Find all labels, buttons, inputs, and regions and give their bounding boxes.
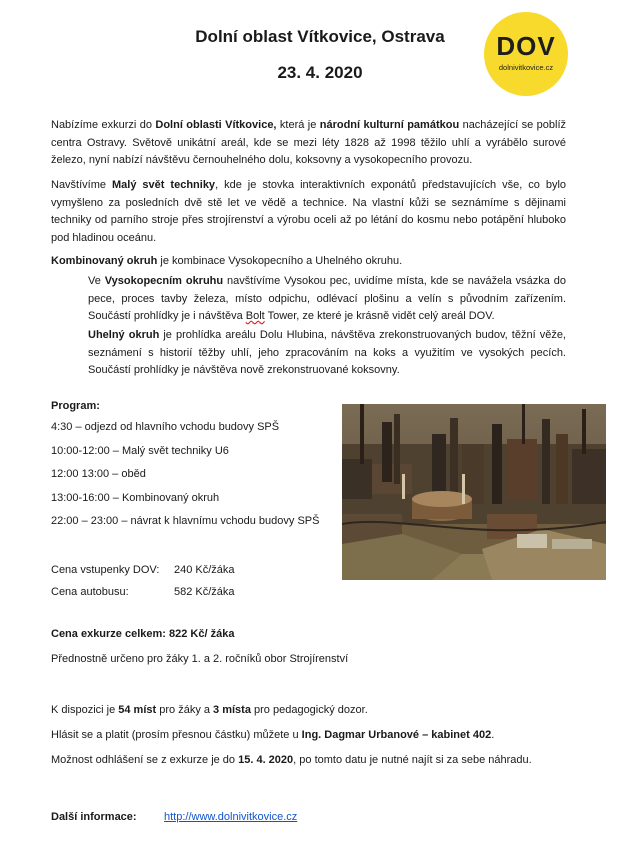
dov-logo: [484, 12, 568, 96]
total-price-row: Cena exkurze celkem: 822 Kč/ žáka: [51, 628, 235, 640]
event-date: 23. 4. 2020: [277, 63, 363, 82]
signup-info: Hlásit se a platit (prosím přesnou částku) můžete u Ing. Dagmar Urbanové – kabinet 402.: [51, 729, 495, 741]
logo-text: DOV: [496, 31, 556, 61]
target-audience: Přednostně určeno pro žáky 1. a 2. ročníků obor Strojírenství: [51, 653, 349, 665]
intro-paragraph-2: Navštívíme Malý svět techniky, kde je stovka interaktivních exponátů představujících vše, co bylo vymyšleno za posledních dvě stě let ve vědě a technice. Na vlastní kůži se seznámíme s dějinami techniky od parního stroje přes strojírenství a výrobu oceli až po létání do kosmu nebo potápění hluboko pod hladinou oceánu.: [51, 179, 567, 244]
website-link[interactable]: http://www.dolnivitkovice.cz: [164, 811, 298, 823]
program-item: 10:00-12:00 – Malý svět techniky U6: [51, 444, 229, 457]
blast-furnace-tour-paragraph: Ve Vysokopecním okruhu navštívíme Vysokou pec, uvidíme místa, kde se navážela vsázka do pece, proces tavby železa, místo odpichu, odlévací plošinu a velín s původním zařízením. Součástí prohlídky je i návštěva Bolt Tower, ze které je krásně vidět celý areál DOV.: [88, 275, 567, 322]
cancel-info: Možnost odhlášení se z exkurze je do 15. 4. 2020, po tomto datu je nutné najít si za sebe náhradu.: [51, 754, 532, 766]
program-item: 4:30 – odjezd od hlavního vchodu budovy SPŠ: [51, 421, 280, 433]
program-list: [51, 416, 319, 534]
dov-aerial-photo: [342, 404, 606, 580]
capacity-info: K dispozici je 54 míst pro žáky a 3 místa pro pedagogický dozor.: [51, 704, 368, 716]
program-item: 22:00 – 23:00 – návrat k hlavnímu vchodu budovy SPŠ: [51, 515, 320, 527]
combined-tour-paragraph: Kombinovaný okruh je kombinace Vysokopecního a Uhelného okruhu.: [51, 255, 403, 267]
more-info-label: Další informace:: [51, 811, 137, 823]
program-heading: Program:: [51, 400, 100, 412]
intro-paragraph-1: Nabízíme exkurzi do Dolní oblasti Vítkovice, která je národní kulturní památkou nacházející se poblíž centra Ostravy. Světově unikátní areál, kde se mezi léty 1828 až 1998 těžilo uhlí a vyrábělo surové železo, nyní nabízí návštěvu černouhelného dolu, koksovny a vysokopecního provozu.: [51, 119, 567, 166]
page-title: Dolní oblast Vítkovice, Ostrava: [195, 27, 445, 46]
coal-tour-paragraph: Uhelný okruh je prohlídka areálu Dolu Hlubina, návštěva zrekonstruovaných budov, těžní věže, seznámení s historií těžby uhlí, jeho zpracováním na koks a využitím ve vysokých pecích. Součástí prohlídky je návštěva nově zrekonstruované koksovny.: [88, 329, 566, 376]
bus-price-row: Cena autobusu: 582 Kč/žáka: [51, 586, 235, 598]
program-item: 12:00 13:00 – oběd: [51, 468, 146, 480]
program-item: 13:00-16:00 – Kombinovaný okruh: [51, 491, 220, 504]
ticket-price-row: Cena vstupenky DOV: 240 Kč/žáka: [51, 564, 235, 576]
more-info-row: [51, 809, 297, 827]
logo-url: dolnivitkovice.cz: [498, 63, 554, 72]
